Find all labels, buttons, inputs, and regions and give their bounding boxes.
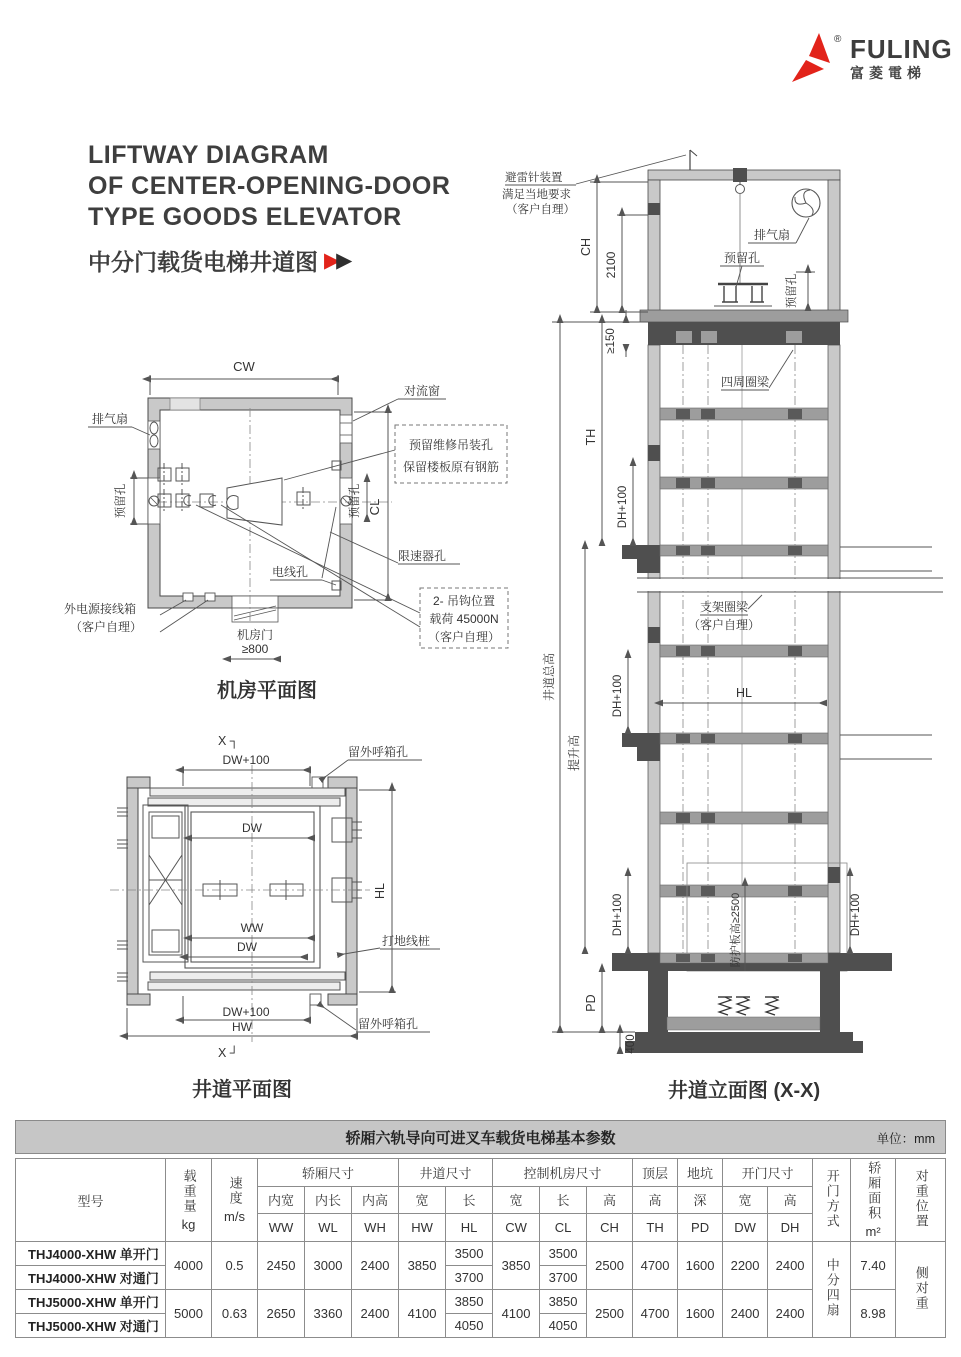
door-sills bbox=[148, 788, 345, 990]
dw100-top-dim bbox=[183, 766, 310, 786]
mr-door-width: ≥800 bbox=[241, 642, 269, 656]
note2-line2: 载荷 45000N bbox=[429, 612, 499, 626]
beam bbox=[660, 885, 828, 897]
cl-cell: 4050 bbox=[540, 1314, 587, 1338]
header-dw: DW bbox=[723, 1214, 768, 1242]
hl-cell: 3700 bbox=[446, 1266, 493, 1290]
header-car-area-cn: 轿厢面积 bbox=[866, 1161, 882, 1221]
header-car-w: 内宽 bbox=[258, 1186, 305, 1214]
header-load-unit: kg bbox=[181, 1216, 196, 1232]
convection-window-label: 对流窗 bbox=[403, 384, 441, 398]
call-hole-top-label: 留外呼箱孔 bbox=[348, 745, 409, 759]
header-pd: PD bbox=[678, 1214, 723, 1242]
header-speed-cn: 速度 bbox=[227, 1176, 243, 1206]
speed-cell: 0.63 bbox=[212, 1290, 258, 1338]
cl-cell: 3700 bbox=[540, 1266, 587, 1290]
pit bbox=[612, 953, 892, 1053]
travel-height-label: 提升高 bbox=[567, 734, 581, 772]
header-ww: WW bbox=[258, 1214, 305, 1242]
header-car-area bbox=[851, 1159, 896, 1242]
header-cl: CL bbox=[540, 1214, 587, 1242]
door-type-cell: 中分四扇 bbox=[813, 1242, 851, 1338]
pd-label: PD bbox=[584, 994, 598, 1012]
hw-cell: 3850 bbox=[399, 1242, 446, 1290]
header-load bbox=[166, 1159, 212, 1242]
note2-line1: 2- 吊钩位置 bbox=[432, 594, 496, 608]
header-speed-unit: m/s bbox=[224, 1209, 245, 1224]
dh100-label-1: DH+100 bbox=[617, 485, 629, 529]
guard-height-label: 防护板高≥2500 bbox=[730, 892, 742, 968]
lightning-label-3: （客户自理） bbox=[506, 204, 575, 216]
cl-cell: 3500 bbox=[540, 1242, 587, 1266]
dw-cell: 2200 bbox=[723, 1242, 768, 1290]
ww-cell: 2650 bbox=[258, 1290, 305, 1338]
title-cn: 中分门载货电梯井道图 bbox=[88, 249, 318, 276]
bracket-beam-label-2: （客户自理） bbox=[687, 618, 761, 632]
header-shaft-size: 井道尺寸 bbox=[399, 1159, 493, 1187]
note1-line2: 保留楼板原有钢筋 bbox=[402, 460, 500, 474]
load-cell: 5000 bbox=[166, 1290, 212, 1338]
speed-cell: 0.5 bbox=[212, 1242, 258, 1290]
lightning-label-1: 避雷针装置 bbox=[505, 172, 563, 184]
hw-label: HW bbox=[232, 1020, 252, 1034]
header-door-size: 开门尺寸 bbox=[723, 1159, 813, 1187]
dim-2100-label: 2100 bbox=[604, 251, 618, 279]
hole-top-label: 预留孔 bbox=[723, 251, 761, 265]
ge150-label: ≥150 bbox=[605, 328, 617, 354]
ww-label: WW bbox=[240, 921, 264, 935]
dh100-label-4: DH+100 bbox=[850, 893, 862, 937]
note1-line1: 预留维修吊装孔 bbox=[408, 438, 494, 452]
model-cell: THJ5000-XHW 单开门 bbox=[16, 1290, 166, 1314]
header-mr-h: 高 bbox=[587, 1186, 633, 1214]
header-mr-size: 控制机房尺寸 bbox=[493, 1159, 633, 1187]
dw100-top-label: DW+100 bbox=[222, 753, 270, 767]
registered-mark: ® bbox=[834, 34, 842, 45]
header-top-floor: 顶层 bbox=[633, 1159, 678, 1187]
th-cell: 4700 bbox=[633, 1290, 678, 1338]
table-title: 轿厢六轨导向可进叉车载货电梯基本参数 bbox=[345, 1129, 616, 1147]
header-hw: HW bbox=[399, 1214, 446, 1242]
title-line-3: TYPE GOODS ELEVATOR bbox=[88, 202, 402, 231]
table-row bbox=[16, 1242, 946, 1266]
door-floor bbox=[622, 545, 932, 573]
note2-line3: （客户自理） bbox=[427, 630, 501, 644]
ch-label: CH bbox=[579, 237, 593, 257]
call-hole-bottom-label: 留外呼箱孔 bbox=[358, 1017, 419, 1031]
call-box-hole-top bbox=[312, 777, 323, 788]
header-car-area-unit: m² bbox=[865, 1224, 881, 1239]
dw-cell: 2400 bbox=[723, 1290, 768, 1338]
elev-machine-room bbox=[640, 150, 848, 322]
header-mr-w: 宽 bbox=[493, 1186, 540, 1214]
exhaust-fan-label: 排气扇 bbox=[91, 412, 129, 426]
table-unit: 单位：mm bbox=[876, 1132, 935, 1146]
liftway-elevation bbox=[500, 145, 961, 1120]
dh100-label-3: DH+100 bbox=[612, 893, 624, 937]
hl-cell: 3850 bbox=[446, 1290, 493, 1314]
elev-fan-label: 排气扇 bbox=[753, 228, 791, 242]
machine-room-caption: 机房平面图 bbox=[217, 680, 317, 702]
header-door-h: 高 bbox=[768, 1186, 813, 1214]
header-door-type: 开门方式 bbox=[813, 1159, 851, 1242]
header-pit: 地坑 bbox=[678, 1159, 723, 1187]
dw-top-label: DW bbox=[242, 821, 262, 835]
cwt-cell: 侧对重 bbox=[896, 1242, 946, 1338]
elev-shaft bbox=[612, 322, 943, 1053]
logo-triangle-icon bbox=[809, 33, 830, 63]
dw-bottom-label: DW bbox=[237, 940, 257, 954]
model-cell: THJ5000-XHW 对通门 bbox=[16, 1314, 166, 1338]
fuling-logo-icon bbox=[788, 30, 842, 86]
beam bbox=[660, 408, 828, 420]
title-cn-row bbox=[88, 244, 450, 277]
th-cell: 4700 bbox=[633, 1242, 678, 1290]
header-shaft-w: 宽 bbox=[399, 1186, 446, 1214]
dw100-bottom-label: DW+100 bbox=[222, 1005, 270, 1019]
wh-cell: 2400 bbox=[352, 1290, 399, 1338]
logo-brand-text: FULING bbox=[850, 34, 953, 64]
fuling-logo bbox=[788, 30, 953, 86]
cw-label: CW bbox=[233, 359, 255, 374]
beam bbox=[660, 812, 828, 824]
table-title-bar bbox=[15, 1120, 946, 1154]
ch-cell: 2500 bbox=[587, 1242, 633, 1290]
cw-dimension bbox=[150, 375, 338, 395]
dark-triangle-icon: ▶ bbox=[336, 249, 353, 273]
mr-door-label: 机房门 bbox=[236, 628, 274, 642]
dh100-label-2: DH+100 bbox=[612, 674, 624, 718]
wl-cell: 3360 bbox=[305, 1290, 352, 1338]
hl-cell: 4050 bbox=[446, 1314, 493, 1338]
header-shaft-l: 长 bbox=[446, 1186, 493, 1214]
cl-cell: 3850 bbox=[540, 1290, 587, 1314]
ground-stake-label: 打地线桩 bbox=[382, 934, 431, 948]
page-title bbox=[88, 140, 450, 277]
lightning-label-2: 满足当地要求 bbox=[502, 189, 571, 201]
logo-wing-icon bbox=[792, 60, 824, 82]
hl-label: HL bbox=[373, 883, 387, 899]
wl-cell: 3000 bbox=[305, 1242, 352, 1290]
beam bbox=[660, 645, 828, 657]
table-row bbox=[16, 1290, 946, 1314]
area-cell: 7.40 bbox=[851, 1242, 896, 1290]
header-wl: WL bbox=[305, 1214, 352, 1242]
liftway-plan bbox=[100, 730, 460, 1115]
header-load-cn: 载重量 bbox=[181, 1168, 197, 1214]
left-rail-brackets bbox=[117, 808, 128, 981]
header-wh: WH bbox=[352, 1214, 399, 1242]
header-model: 型号 bbox=[16, 1159, 166, 1242]
header-cw: CW bbox=[493, 1214, 540, 1242]
cw-cell: 4100 bbox=[493, 1290, 540, 1338]
power-box-label-2: （客户自理） bbox=[70, 620, 143, 634]
header-dh: DH bbox=[768, 1214, 813, 1242]
header-top-h: 高 bbox=[633, 1186, 678, 1214]
wh-cell: 2400 bbox=[352, 1242, 399, 1290]
section-mark-top: X ┐ bbox=[218, 734, 239, 748]
dh-cell: 2400 bbox=[768, 1290, 813, 1338]
header-door-w: 宽 bbox=[723, 1186, 768, 1214]
counterweight-assembly bbox=[143, 805, 188, 962]
reserved-hole-right-label: 预留孔 bbox=[349, 483, 361, 519]
hl-cell: 3500 bbox=[446, 1242, 493, 1266]
liftway-walls bbox=[127, 777, 357, 1005]
reserved-left-dimension bbox=[130, 478, 148, 524]
door-floor bbox=[622, 733, 932, 761]
header-hl: HL bbox=[446, 1214, 493, 1242]
header-th: TH bbox=[633, 1214, 678, 1242]
governor-hole-label: 限速器孔 bbox=[398, 549, 447, 563]
hole-right-label: 预留孔 bbox=[786, 273, 798, 309]
ring-beam-label: 四周圈梁 bbox=[720, 375, 770, 389]
area-cell: 8.98 bbox=[851, 1290, 896, 1338]
beam bbox=[660, 477, 828, 489]
ch-cell: 2500 bbox=[587, 1290, 633, 1338]
header-ch: CH bbox=[587, 1214, 633, 1242]
cl-label: CL bbox=[367, 498, 382, 516]
section-mark-bottom: X ┘ bbox=[218, 1046, 239, 1060]
parameter-grid bbox=[15, 1158, 946, 1338]
title-line-2: OF CENTER-OPENING-DOOR bbox=[88, 171, 451, 200]
load-cell: 4000 bbox=[166, 1242, 212, 1290]
elev-hl-label: HL bbox=[736, 686, 752, 700]
header-car-h: 内高 bbox=[352, 1186, 399, 1214]
header-car-size: 轿厢尺寸 bbox=[258, 1159, 399, 1187]
header-cwt-pos: 对重位置 bbox=[896, 1159, 946, 1242]
parameter-table bbox=[15, 1120, 946, 1338]
model-cell: THJ4000-XHW 单开门 bbox=[16, 1242, 166, 1266]
reserved-hole-left-label: 预留孔 bbox=[115, 483, 127, 519]
bracket-beam-label-1: 支架圈梁 bbox=[699, 600, 749, 614]
power-box-label-1: 外电源接线箱 bbox=[64, 602, 137, 616]
cw-cell: 3850 bbox=[493, 1242, 540, 1290]
th-label: TH bbox=[584, 428, 598, 446]
wire-hole-label: 电线孔 bbox=[272, 565, 309, 579]
dim-400-label: 400 bbox=[625, 1034, 637, 1054]
elevation-caption: 井道立面图 (X-X) bbox=[667, 1080, 821, 1102]
logo-brand-cn: 富菱電梯 bbox=[850, 65, 926, 81]
dh-cell: 2400 bbox=[768, 1242, 813, 1290]
header-car-l: 内长 bbox=[305, 1186, 352, 1214]
ww-cell: 2450 bbox=[258, 1242, 305, 1290]
red-triangle-icon: ▶ bbox=[324, 249, 341, 273]
model-cell: THJ4000-XHW 对通门 bbox=[16, 1266, 166, 1290]
machine-room-plan bbox=[60, 355, 520, 715]
liftway-plan-caption: 井道平面图 bbox=[192, 1079, 292, 1101]
header-mr-l: 长 bbox=[540, 1186, 587, 1214]
hw-cell: 4100 bbox=[399, 1290, 446, 1338]
header-speed bbox=[212, 1159, 258, 1242]
call-box-hole-bottom bbox=[310, 994, 321, 1005]
total-height-label: 井道总高 bbox=[542, 652, 556, 702]
pd-cell: 1600 bbox=[678, 1242, 723, 1290]
pd-cell: 1600 bbox=[678, 1290, 723, 1338]
title-line-1: LIFTWAY DIAGRAM bbox=[88, 141, 329, 169]
header-pit-d: 深 bbox=[678, 1186, 723, 1214]
